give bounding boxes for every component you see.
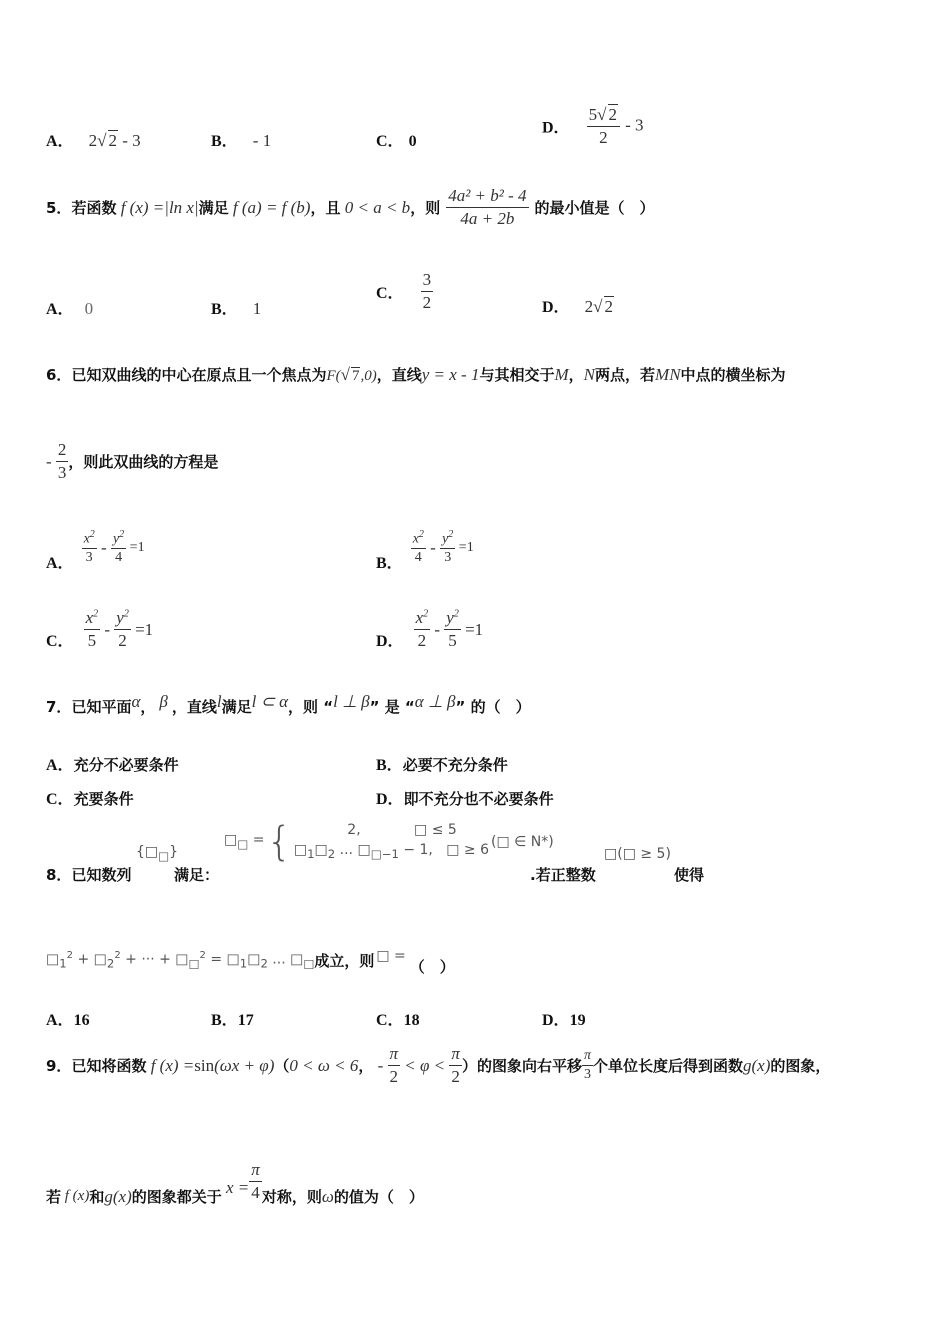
q7-stem: 7． 已知平面 α ， β ，直线 l 满足 l ⊂ α ，则 “ l ⊥ β ” 是 “ α ⊥ β ” 的（ ） bbox=[46, 691, 531, 716]
question-number: 5． bbox=[46, 199, 72, 217]
option-label: B． bbox=[211, 133, 238, 150]
q4-option-a[interactable] bbox=[46, 128, 141, 151]
question-number: 8． bbox=[46, 866, 72, 884]
q5-option-c[interactable] bbox=[376, 270, 433, 313]
q8-positive-integer: .若正整数 bbox=[530, 866, 596, 884]
option-label: B． bbox=[211, 1012, 238, 1029]
q9-omega-range: 0 < ω < 6 bbox=[289, 1055, 359, 1075]
question-number: 9． bbox=[46, 1057, 72, 1075]
q8-such-that: 使得 bbox=[674, 866, 705, 884]
q8-sequence-symbol: $\{□_□\}$ bbox=[136, 844, 179, 863]
q6-option-c[interactable]: C． $\frac{x^2}{5}$ - $\frac{y^2}{2}$ =1 bbox=[46, 608, 154, 650]
q8-stem-line1: 8．已知数列 bbox=[46, 866, 132, 884]
question-number: 7． bbox=[46, 698, 72, 716]
option-label: C． bbox=[376, 285, 404, 302]
option-label: D． bbox=[376, 791, 404, 808]
q8-option-c[interactable]: C．18 bbox=[376, 1012, 420, 1029]
q5-condition: f (a) = f (b) bbox=[228, 197, 311, 217]
q6-point-m: M bbox=[554, 364, 569, 384]
q5-range: 0 < a < b bbox=[340, 197, 411, 217]
q8-m-condition: □(□ ≥ 5) bbox=[604, 846, 671, 862]
q4-option-c[interactable] bbox=[376, 128, 417, 151]
option-label: A． bbox=[46, 757, 74, 774]
q5-fraction: $\frac{\text{4a² + b² - 4}}{4a + 2b}$ bbox=[448, 186, 527, 228]
q8-option-a[interactable]: A．16 bbox=[46, 1012, 90, 1029]
q8-recurrence: $□_□$ = { 2, □ ≤ 5 $□_1□_2$ ... $□_{□-1} - 1$, □ ≥ 6 (□ ∈ N*) bbox=[224, 818, 554, 865]
q5-function: f (x) =|ln x| bbox=[116, 197, 199, 217]
q6-stem-line1: 6． 已知双曲线的中心在原点且一个焦点为 F(√ 7,0) ，直线 y = x - 1 与其相交于 M ， N 两点，若 MN 中点的横坐标为 bbox=[46, 364, 786, 384]
q5-stem: 5． 若函数 f (x) =|ln x| 满足 f (a) = f (b) ，且 0 < a < b ，则 $\frac{\text{4a² + b² - 4}}{4a + 2b}$ 的最小值是（ ） bbox=[46, 186, 655, 228]
q8-equation: $□_1^2$ + $□_2^2$ + ··· + $□_□^2$ = $□_1□_2$ ... $□_□$ bbox=[46, 950, 315, 971]
q6-option-b[interactable]: B． $\frac{x^2}{4}$ - $\frac{y^2}{3}$ =1 bbox=[376, 528, 474, 572]
q4-option-a-math: 2√ 2 - 3 bbox=[88, 131, 141, 150]
question-number: 6． bbox=[46, 366, 72, 384]
q5-option-d-math: 2√ 2 bbox=[584, 297, 613, 316]
option-label: C． bbox=[46, 633, 74, 650]
q6-abscissa-fraction: $\frac{2}{3}$ bbox=[57, 440, 67, 482]
q8-option-d[interactable]: D．19 bbox=[542, 1012, 586, 1029]
option-label: C． bbox=[376, 1012, 404, 1029]
q6-focus: F(√ 7,0) bbox=[326, 364, 377, 384]
q8-option-b[interactable]: B．17 bbox=[211, 1012, 254, 1029]
option-label: B． bbox=[376, 555, 403, 572]
q7-option-c[interactable]: C．充要条件 bbox=[46, 790, 134, 808]
q5-option-a[interactable]: A． 0 bbox=[46, 299, 94, 318]
option-label: A． bbox=[46, 555, 74, 572]
q8-satisfies: 满足： bbox=[174, 866, 220, 884]
q9-function-f: f (x) =sin(ωx + φ) bbox=[146, 1055, 275, 1075]
q4-option-b-math: - 1 bbox=[252, 131, 272, 150]
q8-stem-line2: $□_1^2$ + $□_2^2$ + ··· + $□_□^2$ = $□_1□_2$ ... $□_□$ 成立，则 □ = （ ） bbox=[46, 947, 455, 976]
option-label: A． bbox=[46, 1012, 74, 1029]
q4-option-d[interactable] bbox=[542, 104, 644, 148]
q6-option-d[interactable]: D． $\frac{x^2}{2}$ - $\frac{y^2}{5}$ =1 bbox=[376, 608, 484, 650]
q4-option-c-math: 0 bbox=[408, 133, 417, 150]
option-label: D． bbox=[376, 633, 404, 650]
q6-stem-line2: - $\frac{2}{3}$ ，则此双曲线的方程是 bbox=[46, 440, 219, 482]
option-label: B． bbox=[211, 301, 238, 318]
option-label: D． bbox=[542, 299, 570, 316]
q7-option-b[interactable]: B．必要不充分条件 bbox=[376, 756, 508, 774]
q9-function-g: g(x) bbox=[742, 1055, 771, 1075]
q4-option-d-tail: - 3 bbox=[625, 115, 644, 135]
option-label: D． bbox=[542, 119, 570, 137]
q7-option-a[interactable]: A．充分不必要条件 bbox=[46, 756, 179, 774]
q5-option-c-fraction: $\frac{3}{2}$ bbox=[422, 270, 432, 312]
q6-segment: MN bbox=[655, 364, 681, 384]
q9-stem-line2: 若 f (x) 和 g(x) 的图象都关于 x = $\frac{\pi}{4}$ 对称，则 ω 的值为（ ） bbox=[46, 1160, 424, 1206]
option-label: D． bbox=[542, 1012, 570, 1029]
q6-line: y = x - 1 bbox=[421, 364, 480, 384]
option-label: A． bbox=[46, 133, 74, 150]
q6-point-n: N bbox=[583, 364, 596, 384]
q4-option-b[interactable] bbox=[211, 128, 271, 151]
q4-option-d-fraction: $\frac{5√ 2}{2}$ bbox=[587, 104, 620, 148]
q9-shift-fraction: $\frac{\pi}{3}$ bbox=[583, 1048, 591, 1082]
q7-option-d[interactable]: D．即不充分也不必要条件 bbox=[376, 790, 554, 808]
q6-option-a[interactable]: A． $\frac{x^2}{3}$ - $\frac{y^2}{4}$ =1 bbox=[46, 528, 145, 572]
q5-option-b[interactable]: B． 1 bbox=[211, 299, 262, 318]
option-label: C． bbox=[46, 791, 74, 808]
q9-stem-line1: 9． 已知将函数 f (x) =sin(ωx + φ) （ 0 < ω < 6 ， - $\frac{\pi}{2}$ < φ < $\frac{\pi}{2}$ ）的图象向右平移 $\frac{\pi}{3}$ 个单位长度后得到函数 g(x) 的图象， bbox=[46, 1044, 831, 1086]
option-label: B． bbox=[376, 757, 403, 774]
option-label: A． bbox=[46, 301, 74, 318]
option-label: C． bbox=[376, 133, 404, 150]
q5-option-d[interactable] bbox=[542, 294, 614, 317]
q9-axis-fraction: $\frac{\pi}{4}$ bbox=[251, 1160, 260, 1202]
